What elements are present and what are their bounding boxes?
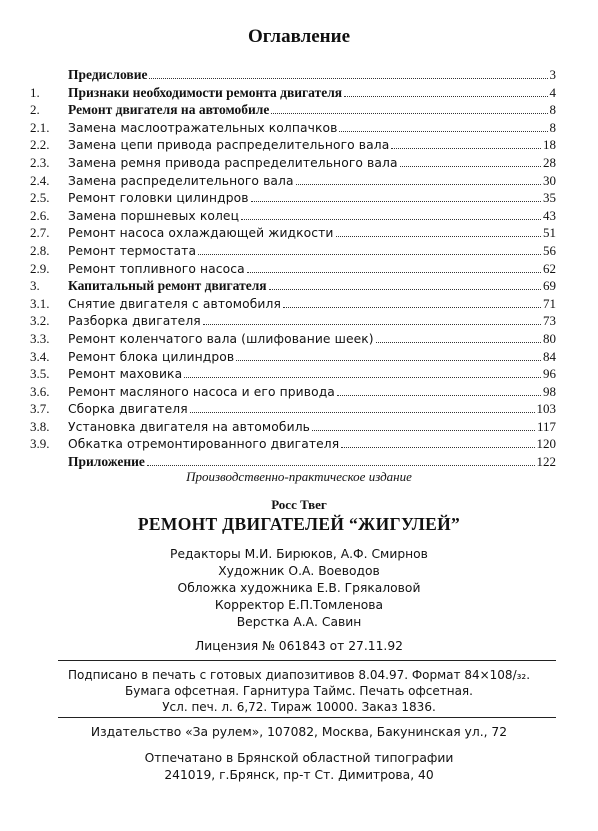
toc-entry-page: 3 — [549, 67, 556, 82]
toc-entry — [30, 330, 556, 348]
dot-leader — [376, 342, 541, 343]
toc-entry-page: 43 — [543, 207, 556, 223]
toc-entry-title: Замена поршневых колец — [68, 208, 240, 223]
printer-line: Отпечатано в Брянской областной типографии — [144, 751, 454, 765]
print-line: Подписано в печать с готовых диапозитивов 8.04.97. Формат 84×108/₃₂. — [67, 668, 531, 682]
toc-entry-title: Установка двигателя на автомобиль — [68, 419, 311, 434]
author-name: Росс Твег — [271, 497, 327, 512]
credit-line: Редакторы М.И. Бирюков, А.Ф. Смирнов — [170, 547, 428, 561]
toc-entry-title: Разборка двигателя — [68, 314, 201, 329]
print-line: Усл. печ. л. 6,72. Тираж 10000. Заказ 1836. — [162, 700, 436, 714]
toc-entry-title: Ремонт головки цилиндров — [68, 191, 249, 206]
toc-entry — [30, 84, 556, 102]
toc-entry-title: Сборка двигателя — [68, 402, 188, 417]
printer-line: 241019, г.Брянск, пр-т Ст. Димитрова, 40 — [164, 768, 434, 782]
toc-entry-number: 2.7. — [30, 225, 50, 241]
dot-leader — [149, 78, 547, 79]
dot-leader — [190, 412, 535, 413]
toc-entry-number: 3.2. — [30, 313, 50, 329]
dot-leader — [341, 447, 534, 448]
toc-entry-title: Замена цепи привода распределительного вала — [68, 138, 390, 153]
divider — [58, 717, 556, 718]
toc-entry — [30, 348, 556, 366]
dot-leader — [391, 148, 541, 149]
toc-entry — [30, 119, 556, 137]
toc-entry-page: 62 — [543, 260, 556, 276]
dot-leader — [203, 324, 541, 325]
dot-leader — [184, 377, 541, 378]
toc-entry-page: 30 — [543, 172, 556, 188]
toc-entry-page: 96 — [543, 366, 556, 382]
toc-entry-number: 2.5. — [30, 190, 50, 206]
toc-entry-title: Замена ремня привода распределительного вала — [68, 155, 398, 170]
toc-entry — [30, 224, 556, 242]
credit-line: Художник О.А. Воеводов — [218, 564, 380, 578]
dot-leader — [344, 96, 547, 97]
dot-leader — [198, 254, 541, 255]
print-details — [0, 667, 598, 715]
toc-entry-number: 1. — [30, 84, 40, 100]
toc-entry-title: Ремонт масляного насоса и его привода — [68, 384, 335, 399]
toc-entry-number: 3.8. — [30, 418, 50, 434]
credits-block — [0, 546, 598, 631]
dot-leader — [337, 395, 541, 396]
dot-leader — [241, 219, 541, 220]
dot-leader — [296, 184, 541, 185]
dot-leader — [271, 113, 547, 114]
toc-entry-number: 2.2. — [30, 137, 50, 153]
toc-entry-page: 4 — [549, 84, 556, 100]
printer-block — [0, 750, 598, 784]
dot-leader — [236, 360, 541, 361]
toc-entry-number: 3.6. — [30, 383, 50, 399]
dot-leader — [283, 307, 541, 308]
toc-entry-page: 98 — [543, 383, 556, 399]
toc-entry — [30, 66, 556, 84]
toc-entry — [30, 207, 556, 225]
toc-entry — [30, 136, 556, 154]
credit-line: Обложка художника Е.В. Грякаловой — [177, 581, 421, 595]
toc-entry-page: 69 — [543, 278, 556, 294]
toc-entry-title: Замена маслоотражательных колпачков — [68, 120, 338, 135]
dot-leader — [400, 166, 541, 167]
toc-entry-title: Ремонт термостата — [68, 243, 197, 258]
print-line: Бумага офсетная. Гарнитура Таймс. Печать офсетная. — [125, 684, 473, 698]
dot-leader — [147, 465, 535, 466]
toc-entry-page: 8 — [549, 119, 556, 135]
toc-entry-page: 51 — [543, 225, 556, 241]
toc-entry-title: Ремонт насоса охлаждающей жидкости — [68, 226, 334, 241]
toc-entry-page: 122 — [536, 454, 556, 470]
toc-entry-title: Замена распределительного вала — [68, 173, 294, 188]
toc-entry — [30, 172, 556, 190]
table-of-contents — [30, 66, 556, 471]
toc-entry-title: Обкатка отремонтированного двигателя — [68, 437, 340, 452]
toc-entry-page: 80 — [543, 330, 556, 346]
toc-entry-number: 2. — [30, 102, 40, 118]
toc-entry-number: 3.9. — [30, 436, 50, 452]
toc-entry-title: Капитальный ремонт двигателя — [68, 278, 267, 294]
dot-leader — [269, 289, 541, 290]
toc-entry — [30, 435, 556, 453]
toc-entry-number: 2.6. — [30, 207, 50, 223]
toc-entry-title: Предисловие — [68, 67, 148, 82]
toc-entry — [30, 277, 556, 295]
toc-entry-page: 103 — [536, 401, 556, 417]
toc-entry-page: 73 — [543, 313, 556, 329]
toc-entry-number: 3.3. — [30, 330, 50, 346]
toc-entry — [30, 365, 556, 383]
toc-entry — [30, 383, 556, 401]
toc-entry-page: 71 — [543, 295, 556, 311]
publisher-line: Издательство «За рулем», 107082, Москва, Бакунинская ул., 72 — [90, 725, 508, 739]
toc-entry-page: 18 — [543, 137, 556, 153]
toc-entry — [30, 312, 556, 330]
toc-entry-page: 56 — [543, 242, 556, 258]
toc-entry-page: 28 — [543, 154, 556, 170]
toc-entry-title: Ремонт блока цилиндров — [68, 349, 235, 364]
toc-entry-page: 8 — [549, 102, 556, 118]
dot-leader — [336, 236, 541, 237]
toc-entry-title: Снятие двигателя с автомобиля — [68, 296, 281, 311]
toc-entry-number: 3.7. — [30, 401, 50, 417]
toc-entry — [30, 101, 556, 119]
edition-type: Производственно-практическое издание — [186, 469, 412, 484]
toc-entry — [30, 295, 556, 313]
toc-entry — [30, 260, 556, 278]
toc-entry — [30, 154, 556, 172]
toc-entry — [30, 189, 556, 207]
dot-leader — [247, 272, 541, 273]
page-title: Оглавление — [247, 26, 351, 47]
toc-entry-number: 2.3. — [30, 154, 50, 170]
toc-entry-title: Ремонт топливного насоса — [68, 261, 245, 276]
toc-entry-number: 3.4. — [30, 348, 50, 364]
toc-entry-number: 2.8. — [30, 242, 50, 258]
credit-line: Верстка А.А. Савин — [236, 615, 362, 629]
book-title: РЕМОНТ ДВИГАТЕЛЕЙ “ЖИГУЛЕЙ” — [137, 514, 461, 534]
toc-entry-number: 2.9. — [30, 260, 50, 276]
toc-entry-title: Признаки необходимости ремонта двигателя — [68, 84, 343, 100]
credit-line: Корректор Е.П.Томленова — [214, 598, 384, 612]
toc-entry-page: 120 — [536, 436, 556, 452]
toc-entry-number: 2.4. — [30, 172, 50, 188]
toc-entry-number: 2.1. — [30, 119, 50, 135]
divider — [58, 660, 556, 661]
toc-entry-page: 35 — [543, 190, 556, 206]
toc-entry-number: 3.5. — [30, 366, 50, 382]
toc-entry-title: Ремонт двигателя на автомобиле — [68, 102, 270, 118]
toc-entry-title: Ремонт коленчатого вала (шлифование шеек) — [68, 331, 374, 346]
toc-entry-number: 3. — [30, 278, 40, 294]
toc-entry-page: 84 — [543, 348, 556, 364]
toc-entry-title: Ремонт маховика — [68, 367, 183, 382]
dot-leader — [312, 430, 535, 431]
toc-entry-number: 3.1. — [30, 295, 50, 311]
toc-entry — [30, 418, 556, 436]
dot-leader — [251, 201, 541, 202]
toc-entry — [30, 400, 556, 418]
toc-entry — [30, 242, 556, 260]
dot-leader — [339, 131, 547, 132]
license-line: Лицензия № 061843 от 27.11.92 — [195, 639, 403, 653]
toc-entry-page: 117 — [536, 418, 556, 434]
toc-entry-title: Приложение — [68, 454, 145, 470]
